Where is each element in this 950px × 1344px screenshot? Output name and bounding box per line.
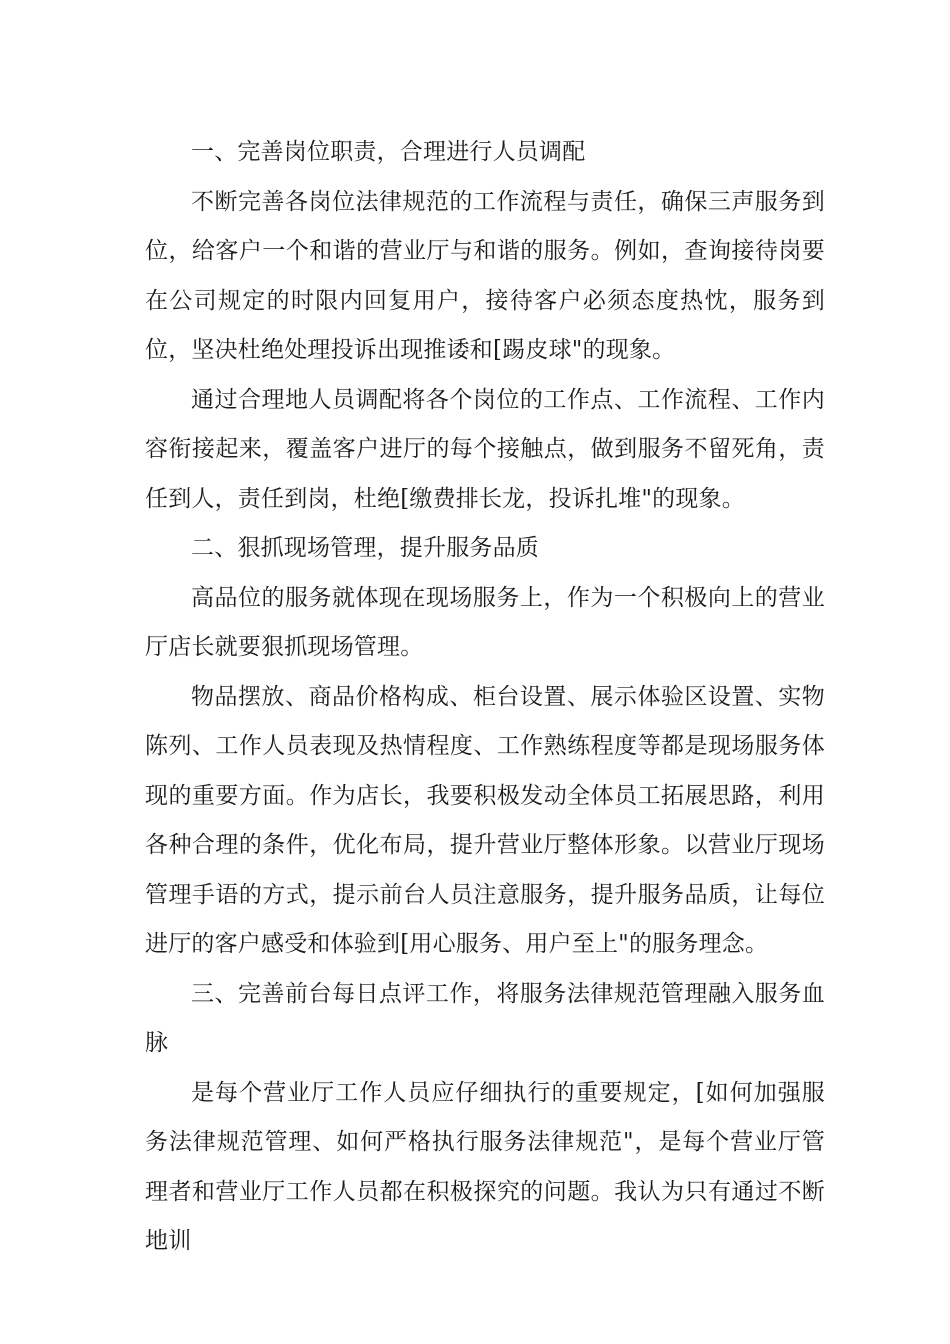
paragraph-onsite-service: 高品位的服务就体现在现场服务上，作为一个积极向上的营业厅店长就要狠抓现场管理。 [145,584,825,660]
paragraph-job-duties: 不断完善各岗位法律规范的工作流程与责任，确保三声服务到位，给客户一个和谐的营业厅与和谐的服务。例如，查询接待岗要在公司规定的时限内回复用户，接待客户必须态度热忱，服务到位，坚决杜绝处理投诉出现推诿和[踢皮球"的现象。 [145,188,825,363]
document-body [145,128,825,1267]
heading-section-1: 一、完善岗位职责，合理进行人员调配 [191,139,586,165]
paragraph-service-standards: 是每个营业厅工作人员应仔细执行的重要规定，[如何加强服务法律规范管理、如何严格执行服务法律规范"，是每个营业厅管理者和营业厅工作人员都在积极探究的问题。我认为只有通过不断地训 [145,1079,825,1254]
heading-section-2: 二、狠抓现场管理，提升服务品质 [191,535,539,561]
paragraph-onsite-details: 物品摆放、商品价格构成、柜台设置、展示体验区设置、实物陈列、工作人员表现及热情程度、工作熟练程度等都是现场服务体现的重要方面。作为店长，我要积极发动全体员工拓展思路，利用各种合理的条件，优化布局，提升营业厅整体形象。以营业厅现场管理手语的方式，提示前台人员注意服务，提升服务品质，让每位进厅的客户感受和体验到[用心服务、用户至上"的服务理念。 [145,683,825,957]
heading-section-3: 三、完善前台每日点评工作，将服务法律规范管理融入服务血脉 [145,980,825,1056]
paragraph-staff-allocation: 通过合理地人员调配将各个岗位的工作点、工作流程、工作内容衔接起来，覆盖客户进厅的每个接触点，做到服务不留死角，责任到人，责任到岗，杜绝[缴费排长龙，投诉扎堆"的现象。 [145,386,825,512]
